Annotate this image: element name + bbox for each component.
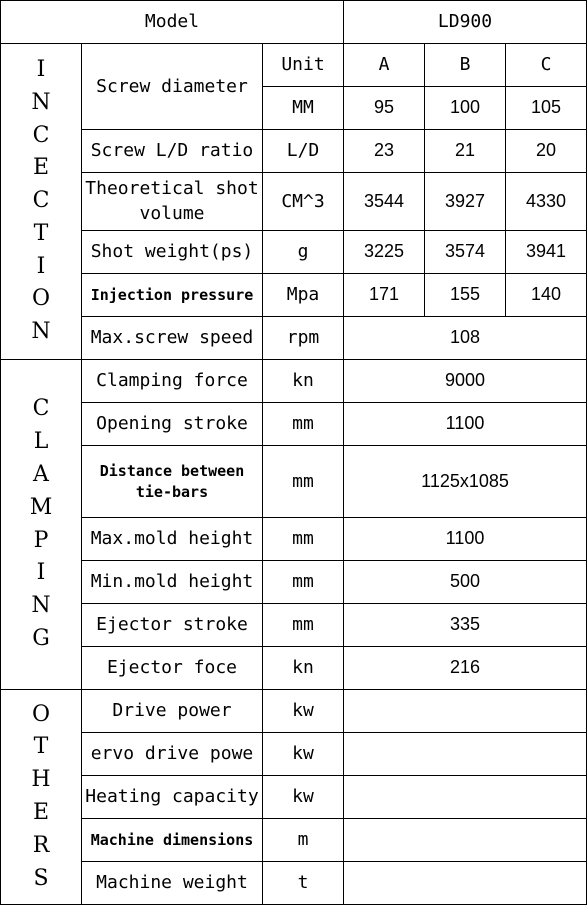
vertical-letter: I — [36, 253, 46, 279]
table-row — [1, 776, 587, 819]
row-label: Machine weight — [82, 862, 263, 905]
vertical-letter: H — [31, 767, 51, 793]
others-vertical-text — [1, 699, 81, 896]
unit-header: Unit — [263, 44, 344, 87]
row-label: ervo drive powe — [82, 733, 263, 776]
table-row — [1, 518, 587, 561]
injection-vertical-text — [1, 54, 81, 349]
unit-cell: kw — [263, 733, 344, 776]
value-a: 3225 — [344, 231, 425, 274]
value-cell: 500 — [344, 561, 587, 604]
row-label: Max.screw speed — [82, 317, 263, 360]
table-row — [1, 360, 587, 403]
value-b: 3574 — [425, 231, 506, 274]
value-cell — [344, 690, 587, 733]
header-row — [1, 1, 587, 44]
unit-cell: t — [263, 862, 344, 905]
vertical-letter: N — [31, 89, 51, 115]
unit-cell: CM^3 — [263, 173, 344, 231]
table-row — [1, 317, 587, 360]
vertical-letter: G — [32, 625, 50, 651]
value-b: 21 — [425, 130, 506, 173]
value-c: 4330 — [506, 173, 587, 231]
col-header-a: A — [344, 44, 425, 87]
table-row — [1, 130, 587, 173]
others-group-label — [1, 690, 82, 905]
table-row — [1, 604, 587, 647]
unit-cell: mm — [263, 561, 344, 604]
value-cell — [344, 776, 587, 819]
row-label: Screw diameter — [82, 44, 263, 130]
vertical-letter: T — [33, 734, 49, 760]
row-label: Max.mold height — [82, 518, 263, 561]
model-value: LD900 — [344, 1, 587, 44]
value-cell — [344, 733, 587, 776]
vertical-letter: C — [32, 122, 50, 148]
table-row — [1, 862, 587, 905]
row-label: Theoretical shot volume — [82, 173, 263, 231]
unit-cell: L/D — [263, 130, 344, 173]
vertical-letter: E — [32, 155, 50, 181]
col-header-c: C — [506, 44, 587, 87]
vertical-letter: S — [33, 865, 49, 891]
row-label: Drive power — [82, 690, 263, 733]
unit-cell: m — [263, 819, 344, 862]
unit-cell: rpm — [263, 317, 344, 360]
unit-cell: g — [263, 231, 344, 274]
value-c: 20 — [506, 130, 587, 173]
table-row — [1, 561, 587, 604]
row-label: Min.mold height — [82, 561, 263, 604]
unit-cell: mm — [263, 518, 344, 561]
vertical-letter: C — [32, 396, 50, 422]
unit-cell: kw — [263, 690, 344, 733]
row-label: Shot weight(ps) — [82, 231, 263, 274]
vertical-letter: I — [36, 57, 46, 83]
vertical-letter: M — [29, 494, 53, 520]
col-header-b: B — [425, 44, 506, 87]
table-row — [1, 733, 587, 776]
vertical-letter: C — [32, 188, 50, 214]
table-row — [1, 690, 587, 733]
row-label: Ejector foce — [82, 647, 263, 690]
table-row — [1, 647, 587, 690]
injection-group-label — [1, 44, 82, 360]
value-a: 95 — [344, 87, 425, 130]
value-a: 171 — [344, 274, 425, 317]
vertical-letter: I — [36, 560, 46, 586]
table-row — [1, 819, 587, 862]
value-cell — [344, 819, 587, 862]
value-cell: 216 — [344, 647, 587, 690]
table-row — [1, 274, 587, 317]
row-label: Clamping force — [82, 360, 263, 403]
table-row — [1, 173, 587, 231]
value-cell: 1100 — [344, 518, 587, 561]
value-c: 140 — [506, 274, 587, 317]
row-label: Distance between tie-bars — [82, 446, 263, 518]
value-b: 155 — [425, 274, 506, 317]
vertical-letter: E — [32, 800, 50, 825]
table-row — [1, 446, 587, 518]
unit-cell: kn — [263, 647, 344, 690]
row-label: Injection pressure — [82, 274, 263, 317]
vertical-letter: R — [32, 832, 50, 858]
clamping-group-label — [1, 360, 82, 690]
value-a: 23 — [344, 130, 425, 173]
value-a: 3544 — [344, 173, 425, 231]
value-cell — [344, 862, 587, 905]
value-c: 3941 — [506, 231, 587, 274]
vertical-letter: O — [31, 286, 51, 312]
table-row — [1, 403, 587, 446]
vertical-letter: T — [33, 220, 49, 246]
value-b: 100 — [425, 87, 506, 130]
table-row — [1, 44, 587, 87]
unit-cell: kw — [263, 776, 344, 819]
table-row — [1, 231, 587, 274]
clamping-vertical-text — [1, 393, 81, 655]
row-label: Opening stroke — [82, 403, 263, 446]
unit-cell: mm — [263, 403, 344, 446]
value-c: 105 — [506, 87, 587, 130]
vertical-letter: L — [33, 429, 49, 455]
vertical-letter: P — [33, 527, 49, 553]
model-label: Model — [1, 1, 344, 44]
unit-cell: mm — [263, 604, 344, 647]
value-b: 3927 — [425, 173, 506, 231]
value-cell: 1100 — [344, 403, 587, 446]
unit-cell: Mpa — [263, 274, 344, 317]
row-label: Ejector stroke — [82, 604, 263, 647]
unit-cell: mm — [263, 446, 344, 518]
unit-cell: kn — [263, 360, 344, 403]
vertical-letter: A — [33, 461, 49, 487]
row-label: Heating capacity — [82, 776, 263, 819]
value-cell: 335 — [344, 604, 587, 647]
value-cell: 108 — [344, 317, 587, 360]
vertical-letter: N — [31, 319, 51, 345]
value-cell: 9000 — [344, 360, 587, 403]
vertical-letter: N — [31, 593, 51, 619]
row-label: Machine dimensions — [82, 819, 263, 862]
unit-cell: MM — [263, 87, 344, 130]
vertical-letter: O — [31, 701, 51, 727]
row-label: Screw L/D ratio — [82, 130, 263, 173]
value-cell: 1125x1085 — [344, 446, 587, 518]
